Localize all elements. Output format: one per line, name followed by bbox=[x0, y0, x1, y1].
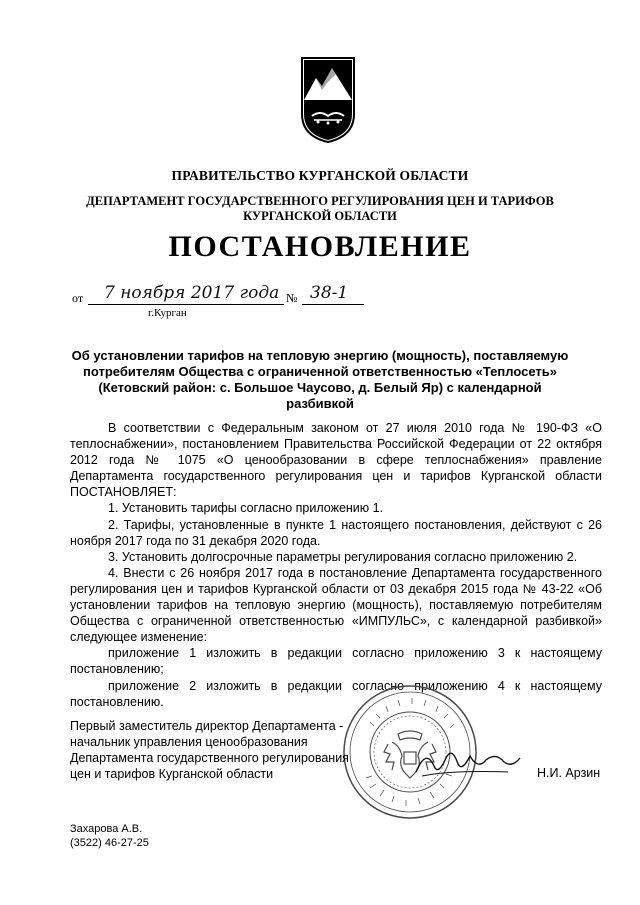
signatory-name: Н.И. Арзин bbox=[537, 766, 601, 780]
signatory-position bbox=[70, 718, 349, 782]
signature-icon bbox=[412, 742, 522, 782]
document-title bbox=[70, 348, 570, 412]
handwritten-date: 7 ноября 2017 года bbox=[104, 283, 280, 303]
item-4: 4. Внести с 26 ноября 2017 года в постановление Департамента государственного регулирования цен и тарифов Курганской области от 03 декабря 2015 года № 43-22 «Об установлении тарифов на тепловую энергию (мощность), поставляемую потребителям Общества с ограниченной ответственностью «ИМПУЛЬС», с календарной разбивкой» следующее изменение: bbox=[70, 565, 602, 645]
coat-of-arms-icon bbox=[300, 56, 356, 144]
signatory-line-4: цен и тарифов Курганской области bbox=[70, 767, 274, 781]
title-line-3: (Кетовский район: с. Большое Чаусово, д. Белый Яр) с календарной разбивкой bbox=[98, 380, 542, 411]
title-line-2: потребителям Общества с ограниченной ответственностью «Теплосеть» bbox=[82, 364, 557, 379]
number-underline bbox=[302, 304, 364, 305]
signatory-line-2: начальник управления ценообразования bbox=[70, 735, 308, 749]
government-name: ПРАВИТЕЛЬСТВО КУРГАНСКОЙ ОБЛАСТИ bbox=[171, 168, 469, 183]
signatory-line-1: Первый заместитель директор Департамента - bbox=[70, 719, 344, 733]
department-line-2: КУРГАНСКОЙ ОБЛАСТИ bbox=[243, 209, 397, 223]
item-2: 2. Тарифы, установленные в пункте 1 настоящего постановления, действуют с 26 ноября 2017 года по 31 декабря 2020 года. bbox=[70, 517, 602, 548]
department-line-1: ДЕПАРТАМЕНТ ГОСУДАРСТВЕННОГО РЕГУЛИРОВАНИЯ ЦЕН И ТАРИФОВ bbox=[86, 194, 554, 208]
from-label: от bbox=[72, 291, 84, 305]
executor-name: Захарова А.В. bbox=[70, 823, 143, 835]
item-1: 1. Установить тарифы согласно приложению 1. bbox=[108, 501, 384, 516]
date-underline bbox=[88, 304, 284, 305]
department-name bbox=[80, 194, 560, 224]
executor-info bbox=[70, 822, 149, 850]
item-3: 3. Установить долгосрочные параметры регулирования согласно приложению 2. bbox=[108, 549, 578, 564]
signatory-line-3: Департамента государственного регулирования bbox=[70, 751, 349, 765]
date-number-line bbox=[72, 283, 372, 323]
sub-item-2: приложение 2 изложить в редакции согласно приложению 4 к настоящему постановлению. bbox=[70, 678, 602, 709]
number-label: № bbox=[286, 291, 298, 305]
handwritten-number: 38-1 bbox=[310, 283, 349, 303]
sub-item-1: приложение 1 изложить в редакции согласно приложению 3 к настоящему постановлению; bbox=[70, 646, 602, 677]
document-type: ПОСТАНОВЛЕНИЕ bbox=[168, 230, 472, 263]
intro-paragraph: В соответствии с Федеральным законом от 27 июля 2010 года № 190-ФЗ «О теплоснабжении», постановлением Правительства Российской Федерации от 22 октября 2012 года № 1075 «О ценообразовании в сфере теплоснабжения» правление Департамента государственного регулирования цен и тарифов Курганской области ПОСТАНОВЛЯЕТ: bbox=[70, 421, 602, 500]
executor-phone: (3522) 46-27-25 bbox=[70, 837, 149, 849]
city-label: г.Курган bbox=[148, 307, 187, 319]
title-line-1: Об установлении тарифов на тепловую энергию (мощность), поставляемую bbox=[71, 348, 569, 363]
document-body bbox=[70, 420, 602, 710]
